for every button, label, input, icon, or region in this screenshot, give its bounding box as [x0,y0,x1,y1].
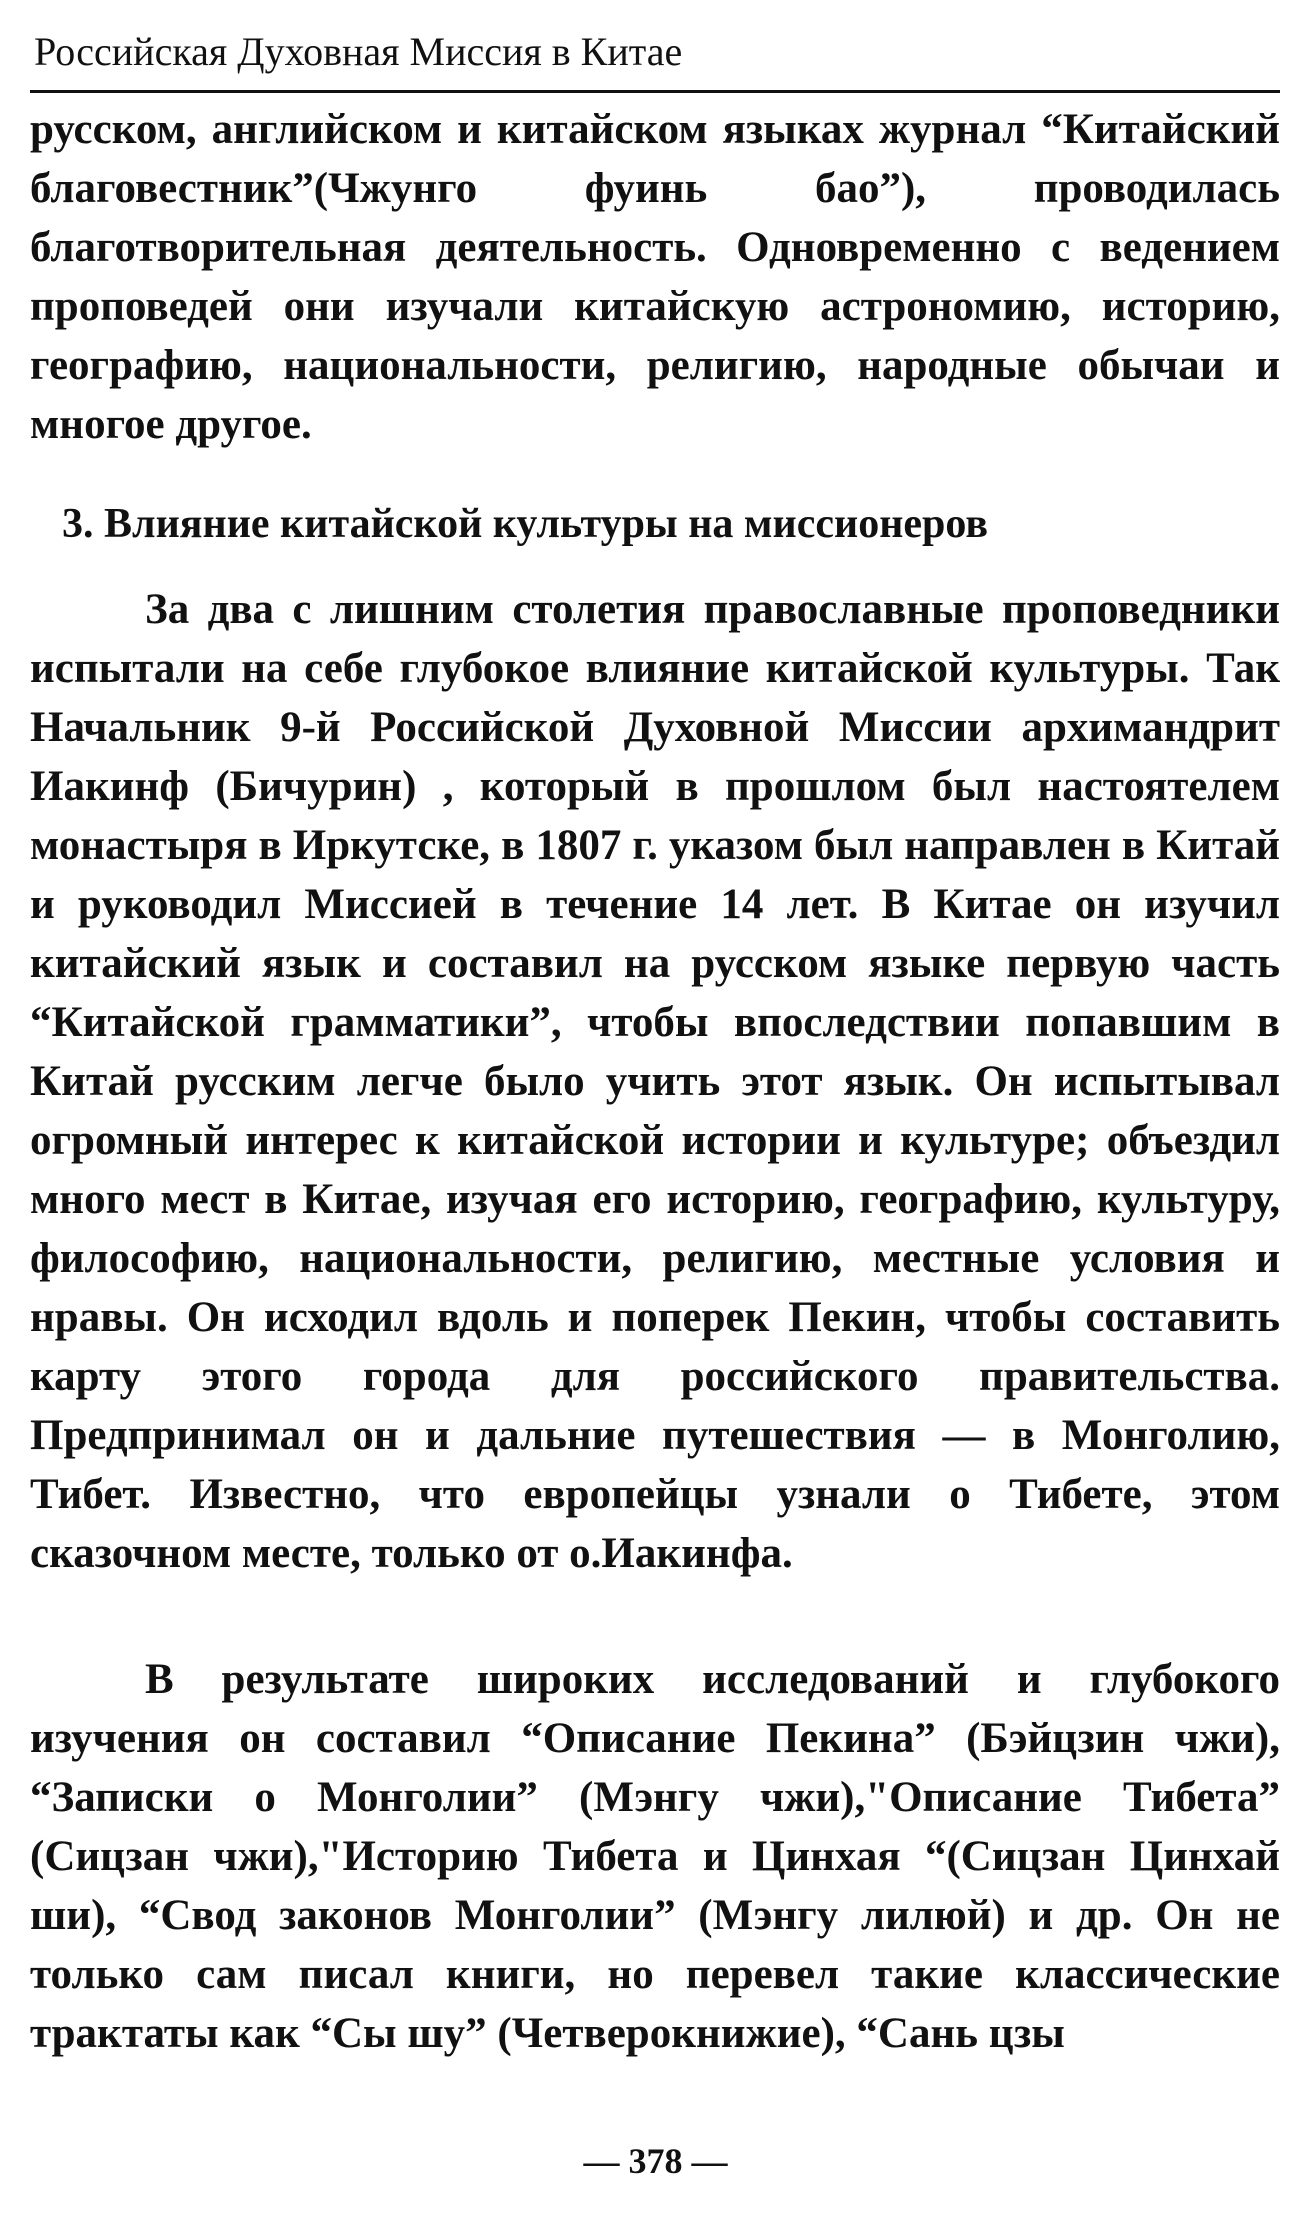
section-heading: 3. Влияние китайской культуры на миссионеров [62,501,989,547]
page-number: — 378 — [583,2141,728,2181]
paragraph-3: В результате широких исследований и глубокого изучения он составил “Описание Пекина” (Бэйцзин чжи), “Записки о Монголии” (Мэнгу чжи),"Описание Тибета” (Сицзан чжи),"Историю Тибета и Цинхая “(Сицзан Цинхай ши), “Свод законов Монголии” (Мэнгу лилюй) и др. Он не только сам писал книги, но перевел такие классические трактаты как “Сы шу” (Четверокнижие), “Сань цзы [30,1656,1280,2057]
header-rule [30,90,1280,93]
paragraph-continued: русском, английском и китайском языках журнал “Китайский благовестник”(Чжунго фуинь бао”), проводилась благотворительная деятельность. Одновременно с ведением проповедей они изучали китайскую астрономию, историю, географию, национальности, религию, народные обычаи и многое другое. [30,106,1280,448]
running-head: Российская Духовная Миссия в Китае [34,29,683,74]
paragraph-2: За два с лишним столетия православные проповедники испытали на себе глубокое влияние китайской культуры. Так Начальник 9-й Российской Духовной Миссии архимандрит Иакинф (Бичурин) , который в прошлом был настоятелем монастыря в Иркутске, в 1807 г. указом был направлен в Китай и руководил Миссией в течение 14 лет. В Китае он изучил китайский язык и составил на русском языке первую часть “Китайской грамматики”, чтобы впоследствии попавшим в Китай русским легче было учить этот язык. Он испытывал огромный интерес к китайской истории и культуре; объездил много мест в Китае, изучая его историю, географию, культуру, философию, национальности, религию, местные условия и нравы. Он исходил вдоль и поперек Пекин, чтобы составить карту этого города для российского правительства. Предпринимал он и дальние путешествия — в Монголию, Тибет. Известно, что европейцы узнали о Тибете, этом сказочном месте, только от о.Иакинфа. [30,586,1280,1577]
